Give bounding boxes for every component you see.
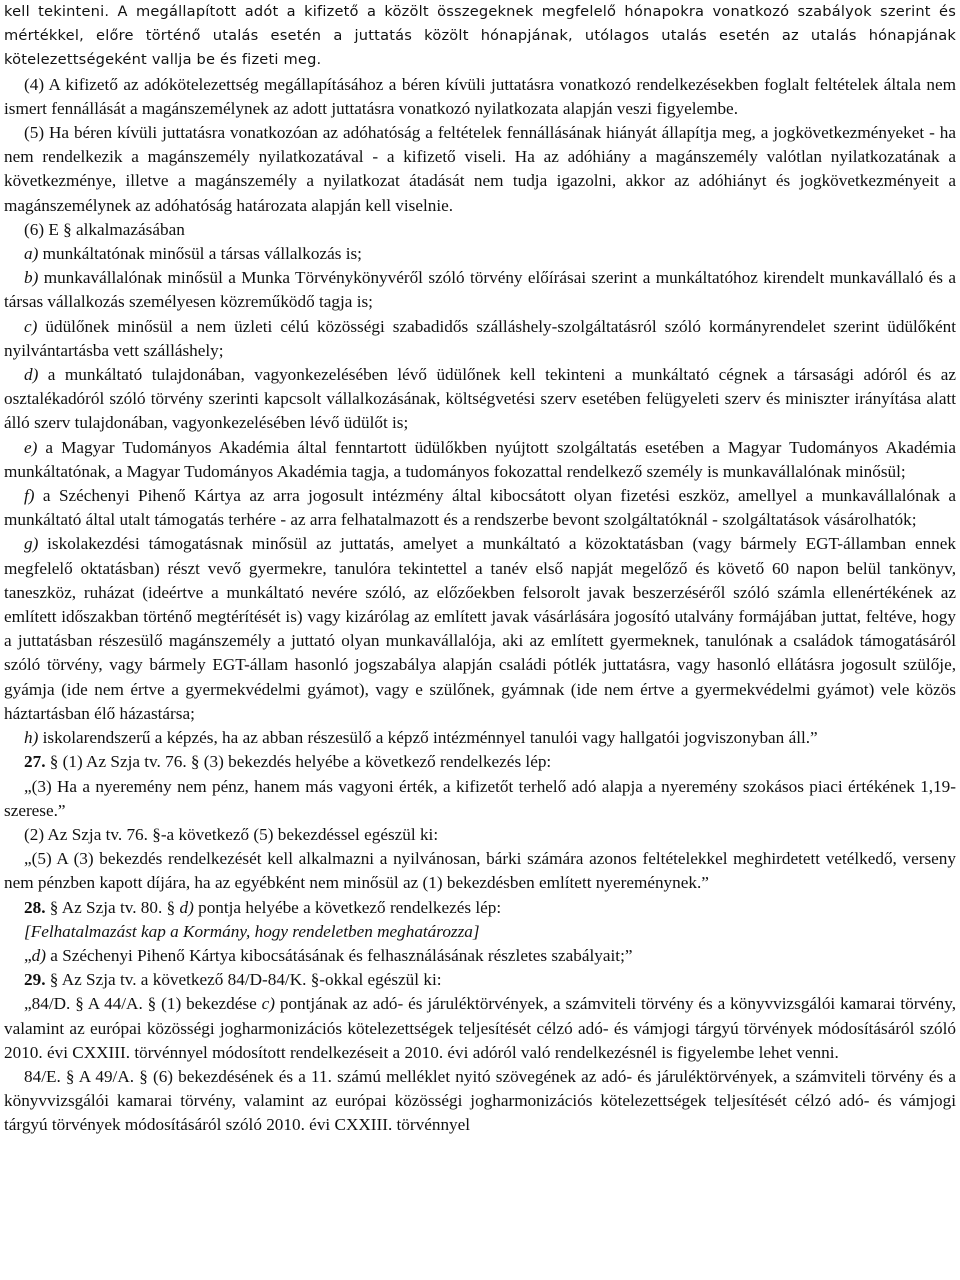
text-run: „(3) Ha a nyeremény nem pénz, hanem más vagyoni érték, a kifizetőt terhelő adó alapja a nyeremény szokásos piaci értékének 1,19-szerese.” <box>4 776 956 820</box>
italic-text: c) <box>261 994 275 1014</box>
text-run: „84/D. § A 44/A. § (1) bekezdése <box>24 994 262 1014</box>
bold-text: 29. <box>24 970 46 990</box>
italic-text: b) <box>24 268 39 288</box>
text-run: (2) Az Szja tv. 76. §-a következő (5) bekezdéssel egészül ki: <box>24 824 439 844</box>
text-run: iskolarendszerű a képzés, ha az abban részesülő a képző intézménnyel tanulói vagy hallgatói jogviszonyban áll.” <box>38 728 818 748</box>
text-run: § (1) Az Szja tv. 76. § (3) bekezdés helyébe a következő rendelkezés lép: <box>45 752 552 772</box>
paragraph <box>4 992 956 1065</box>
text-run: § Az Szja tv. 80. § <box>45 897 180 917</box>
paragraph <box>4 266 956 314</box>
text-run: 84/E. § A 49/A. § (6) bekezdésének és a 11. számú melléklet nyitó szövegének az adó- és járuléktörvények, a számviteli törvény és a könyvvizsgálói kamarai törvény, valamint az európai közösségi jogharmonizációs kötelezettségek teljesítését célzó adó- és vámjogi tárgyú törvények módosításáról szóló 2010. évi CXXIII. törvénnyel <box>4 1066 956 1135</box>
text-run: iskolakezdési támogatásnak minősül az juttatás, amelyet a munkáltató a közoktatásban (vagy bármely EGT-államban ennek megfelelő oktatásban) részt vevő gyermekre, tanulóra tekintettel a tanév első napját megelőző és követő 60 napon belül tankönyv, taneszköz, ruházat (ideértve a munkáltató nevére szóló, az előzőekben felsorolt javak beszerzéséről szóló számla ellenértékének az említett időszakban történő megtérítését is) vagy kizárólag az említett javak vásárlására jogosító utalvány formájában juttat, feltéve, hogy a juttatásban részesülő magánszemély a juttató olyan munkavállalója, aki az említett gyermeknek, tanulónak a családok támogatásáról szóló törvény, vagy bármely EGT-állam hasonló jogszabálya alapján családi pótlék juttatásra, vagy hasonló ellátásra jogosult szülője, gyámja (ide nem értve a gyermekvédelmi gyámot), vagy e szülőnek, gyámnak (ide nem értve a gyermekvédelmi gyámot) vele közös háztartásban élő házastársa; <box>4 534 956 723</box>
paragraph <box>4 0 956 73</box>
italic-text: d) <box>31 945 46 965</box>
paragraph <box>4 121 956 218</box>
text-run: „(5) A (3) bekezdés rendelkezését kell alkalmazni a nyilvánosan, bárki számára azonos feltételekkel meghirdetett vetélkedő, verseny nem pénzben kapott díjára, ha az egyébként nem minősül az (1) bekezdésben említett nyereménynek.” <box>4 849 956 893</box>
text-run: kell tekinteni. A megállapított adót a kifizető a közölt összegeknek megfelelő hónapokra vonatkozó szabályok szerint és mértékkel, előre történő utalás esetén a juttatás közölt hónapjának, utólagos utalás esetén az utalás hónapjának kötelezettségeként vallja be és fizeti meg. <box>4 3 956 69</box>
paragraph <box>4 315 956 363</box>
paragraph <box>4 944 956 968</box>
paragraph <box>4 847 956 895</box>
paragraph <box>4 896 956 920</box>
text-run: pontjának az adó- és járuléktörvények, a számviteli törvény és a könyvvizsgálói kamarai törvény, valamint az európai közösségi jogharmonizációs kötelezettségek teljesítését célzó adó- és vámjogi tárgyú törvények módosításáról szóló 2010. évi CXXIII. törvénnyel módosított rendelkezéseit a 2010. évi adóról való rendelkezésnél is figyelembe lehet venni. <box>4 994 957 1062</box>
italic-text: d) <box>179 897 194 917</box>
paragraph <box>4 823 956 847</box>
text-run: munkáltatónak minősül a társas vállalkozás is; <box>38 244 362 264</box>
text-run: munkavállalónak minősül a Munka Törvénykönyvéről szóló törvény előírásai szerint a munkáltatóhoz kirendelt munkavállaló és a társas vállalkozás személyesen közreműködő tagja is; <box>4 268 956 312</box>
text-run: pontja helyébe a következő rendelkezés lép: <box>193 897 502 917</box>
paragraph <box>4 532 956 726</box>
paragraph <box>4 242 956 266</box>
paragraph <box>4 484 956 532</box>
bold-text: 27. <box>24 752 46 772</box>
paragraph <box>4 726 956 750</box>
paragraph <box>4 968 956 992</box>
text-run: a Magyar Tudományos Akadémia által fenntartott üdülőkben nyújtott szolgáltatás esetében a Magyar Tudományos Akadémia munkáltatónak, a Magyar Tudományos Akadémia tagja, a tudományos fokozattal rendelkező személy is munkavállalónak minősül; <box>4 437 956 481</box>
paragraph <box>4 775 956 823</box>
italic-text: [Felhatalmazást kap a Kormány, hogy rendeletben meghatározza] <box>24 921 480 941</box>
italic-text: c) <box>24 316 38 336</box>
italic-text: g) <box>24 534 39 554</box>
text-run: (4) A kifizető az adókötelezettség megállapításához a béren kívüli juttatásra vonatkozó rendelkezésekben foglalt feltételek általa nem ismert fennállását a magánszemélynek az adott juttatásra vonatkozó nyilatkozata alapján veszi figyelembe. <box>4 74 956 118</box>
text-run: a munkáltató tulajdonában, vagyonkezelésében lévő üdülőnek kell tekinteni a munkáltató cégnek a társasági adóról és az osztalékadóról szóló törvény szerinti kapcsolt vállalkozásának, költségvetési szerv esetében felügyeleti szerv és miniszter irányítása alatt álló szerv tulajdonában, vagyonkezelésében lévő üdülőt is; <box>4 365 956 433</box>
text-run: a Széchenyi Pihenő Kártya kibocsátásának és felhasználásának részletes szabályait;” <box>45 945 633 965</box>
paragraph <box>4 218 956 242</box>
paragraph <box>4 363 956 436</box>
text-run: § Az Szja tv. a következő 84/D-84/K. §-okkal egészül ki: <box>45 970 442 990</box>
text-run: a Széchenyi Pihenő Kártya az arra jogosult intézmény által kibocsátott olyan fizetési eszköz, amellyel a munkavállalónak a munkáltató által utalt támogatás terhére - az arra felhatalmazott és a rendszerbe bevont szolgáltatóknál - szolgáltatások vásárolhatók; <box>4 486 956 530</box>
italic-text: e) <box>24 437 38 457</box>
italic-text: f) <box>24 486 35 506</box>
text-run: üdülőnek minősül a nem üzleti célú közösségi szabadidős szálláshely-szolgáltatásról szóló kormányrendelet szerint üdülőként nyilvántartásba vett szálláshely; <box>4 316 956 360</box>
text-run: (6) E § alkalmazásában <box>24 219 185 239</box>
paragraph <box>4 1065 956 1138</box>
bold-text: 28. <box>24 897 46 917</box>
text-run: (5) Ha béren kívüli juttatásra vonatkozóan az adóhatóság a feltételek fennállásának hiányát állapítja meg, a jogkövetkezményeket - ha nem rendelkezik a magánszemély nyilatkozatával - a kifizető viseli. Ha az adóhiány a magánszemély valótlan nyilatkozatának a következménye, illetve a magánszemély a nyilatkozat átadását nem tudja igazolni, akkor az adóhiányt és jogkövetkezményeit a magánszemélynek az adóhatóság határozata alapján kell viselnie. <box>4 123 956 215</box>
paragraph <box>4 436 956 484</box>
text-run: „ <box>24 945 32 965</box>
italic-text: h) <box>24 728 39 748</box>
paragraph <box>4 750 956 774</box>
italic-text: a) <box>24 244 39 264</box>
italic-text: d) <box>24 365 39 385</box>
paragraph <box>4 920 956 944</box>
paragraph <box>4 73 956 121</box>
